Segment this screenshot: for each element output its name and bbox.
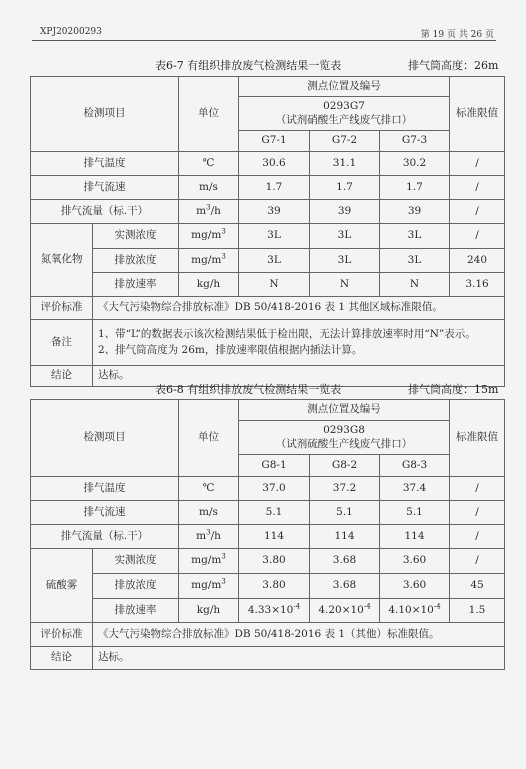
row-value: 39 [380, 200, 450, 224]
header-item: 检测项目 [31, 77, 179, 152]
row-value: 39 [310, 200, 380, 224]
row-unit: kg/h [179, 599, 239, 623]
header-limit: 标准限值 [450, 77, 505, 152]
point-label: G8-2 [310, 455, 380, 477]
row-unit: ℃ [179, 152, 239, 176]
row-unit: $m^3/h$ [179, 525, 239, 549]
page-indicator: 第 19 页 共 26 页 [420, 30, 494, 40]
evaluation-text: 《大气污染物综合排放标准》DB 50/418-2016 表 1（其他）标准限值。 [93, 623, 505, 647]
table-row [31, 152, 505, 176]
row-value: 3.80 [239, 574, 310, 599]
evaluation-label: 评价标准 [31, 623, 93, 647]
row-subitem: 排放浓度 [93, 249, 179, 273]
row-value: 1.7 [380, 176, 450, 200]
row-limit: / [450, 501, 505, 525]
point-location [239, 97, 450, 131]
row-value: 5.1 [239, 501, 310, 525]
table-row [31, 599, 505, 623]
row-limit: 1.5 [450, 599, 505, 623]
row-item: 排气流量（标.干） [31, 525, 179, 549]
row-value: 37.4 [380, 477, 450, 501]
row-limit: / [450, 549, 505, 574]
table-row [31, 501, 505, 525]
conclusion-text: 达标。 [93, 366, 505, 387]
row-subitem: 排放速率 [93, 599, 179, 623]
row-limit: / [450, 224, 505, 249]
point-code: 0293G7 [323, 99, 365, 112]
row-limit: / [450, 525, 505, 549]
point-label: G7-2 [310, 131, 380, 152]
point-code: 0293G8 [323, 423, 365, 436]
table-row [31, 525, 505, 549]
row-limit: / [450, 200, 505, 224]
table-row [31, 574, 505, 599]
notes-row [31, 320, 505, 366]
row-value: 3L [380, 224, 450, 249]
row-value: 3.60 [380, 574, 450, 599]
header-points: 测点位置及编号 [239, 77, 450, 97]
row-unit: kg/h [179, 273, 239, 297]
row-unit: $mg/m^3$ [179, 249, 239, 273]
header-item: 检测项目 [31, 400, 179, 477]
row-unit: m/s [179, 176, 239, 200]
row-value: 3L [380, 249, 450, 273]
row-limit: 45 [450, 574, 505, 599]
row-unit: $m^3/h$ [179, 200, 239, 224]
row-value: 37.2 [310, 477, 380, 501]
pollutant-name: 氮氧化物 [31, 224, 93, 297]
evaluation-text: 《大气污染物综合排放标准》DB 50/418-2016 表 1 其他区域标准限值。 [93, 297, 505, 320]
row-value: 3.80 [239, 549, 310, 574]
row-value: $4.33\times 10^{-4}$ [239, 599, 310, 623]
row-item: 排气温度 [31, 477, 179, 501]
table1-stack-height: 排气筒高度：26m [408, 59, 499, 72]
header-rule [32, 40, 496, 41]
row-value: 3.60 [380, 549, 450, 574]
row-value: 1.7 [310, 176, 380, 200]
row-value: 1.7 [239, 176, 310, 200]
row-subitem: 实测浓度 [93, 224, 179, 249]
row-value: 39 [239, 200, 310, 224]
evaluation-label: 评价标准 [31, 297, 93, 320]
table-row [31, 176, 505, 200]
table2-results [30, 399, 505, 670]
row-unit: $mg/m^3$ [179, 574, 239, 599]
row-limit: / [450, 477, 505, 501]
conclusion-row [31, 647, 505, 670]
conclusion-label: 结论 [31, 647, 93, 670]
row-subitem: 实测浓度 [93, 549, 179, 574]
row-limit: 240 [450, 249, 505, 273]
row-value: 5.1 [380, 501, 450, 525]
row-value: 114 [380, 525, 450, 549]
point-label: G7-3 [380, 131, 450, 152]
table-row [31, 477, 505, 501]
row-value: N [310, 273, 380, 297]
row-value: 31.1 [310, 152, 380, 176]
conclusion-label: 结论 [31, 366, 93, 387]
table2-stack-height: 排气筒高度：15m [408, 383, 499, 396]
point-label: G8-3 [380, 455, 450, 477]
table1-results [30, 76, 505, 387]
header-unit: 单位 [179, 400, 239, 477]
table-row [31, 549, 505, 574]
evaluation-row [31, 297, 505, 320]
row-value: $4.20\times 10^{-4}$ [310, 599, 380, 623]
row-value: N [239, 273, 310, 297]
row-value: 37.0 [239, 477, 310, 501]
row-subitem: 排放浓度 [93, 574, 179, 599]
point-description: （试剂硝酸生产线废气排口） [275, 113, 413, 126]
table-row [31, 224, 505, 249]
row-unit: ℃ [179, 477, 239, 501]
row-unit: m/s [179, 501, 239, 525]
row-value: $4.10\times 10^{-4}$ [380, 599, 450, 623]
notes-label: 备注 [31, 320, 93, 366]
row-subitem: 排放速率 [93, 273, 179, 297]
row-limit: 3.16 [450, 273, 505, 297]
row-value: 3L [239, 224, 310, 249]
row-value: 114 [310, 525, 380, 549]
row-value: 3L [310, 224, 380, 249]
row-item: 排气流速 [31, 501, 179, 525]
row-value: 114 [239, 525, 310, 549]
point-label: G8-1 [239, 455, 310, 477]
row-value: 30.2 [380, 152, 450, 176]
point-location [239, 421, 450, 455]
row-item: 排气温度 [31, 152, 179, 176]
point-label: G7-1 [239, 131, 310, 152]
row-unit: $mg/m^3$ [179, 549, 239, 574]
row-value: 3.68 [310, 549, 380, 574]
row-limit: / [450, 176, 505, 200]
header-points: 测点位置及编号 [239, 400, 450, 421]
row-value: 30.6 [239, 152, 310, 176]
row-unit: $mg/m^3$ [179, 224, 239, 249]
row-value: 3.68 [310, 574, 380, 599]
row-item: 排气流速 [31, 176, 179, 200]
conclusion-text: 达标。 [93, 647, 505, 670]
table-row [31, 249, 505, 273]
table2-caption: 表6-8 有组织排放废气检测结果一览表 [155, 383, 342, 396]
table1-caption: 表6-7 有组织排放废气检测结果一览表 [155, 59, 342, 72]
row-value: 3L [310, 249, 380, 273]
pollutant-name: 硫酸雾 [31, 549, 93, 623]
header-limit: 标准限值 [450, 400, 505, 477]
row-item: 排气流量（标.干） [31, 200, 179, 224]
evaluation-row [31, 623, 505, 647]
row-value: 5.1 [310, 501, 380, 525]
note-line: 2、排气筒高度为 26m，排放速率限值根据内插法计算。 [98, 343, 363, 356]
point-description: （试剂硫酸生产线废气排口） [275, 437, 413, 450]
table-row [31, 200, 505, 224]
table-row [31, 273, 505, 297]
header-unit: 单位 [179, 77, 239, 152]
document-id: XPJ20200293 [40, 27, 102, 37]
row-value: 3L [239, 249, 310, 273]
row-limit: / [450, 152, 505, 176]
row-value: N [380, 273, 450, 297]
notes-text [93, 320, 505, 366]
note-line: 1、带“L”的数据表示该次检测结果低于检出限，无法计算排放速率时用“N”表示。 [98, 328, 476, 341]
